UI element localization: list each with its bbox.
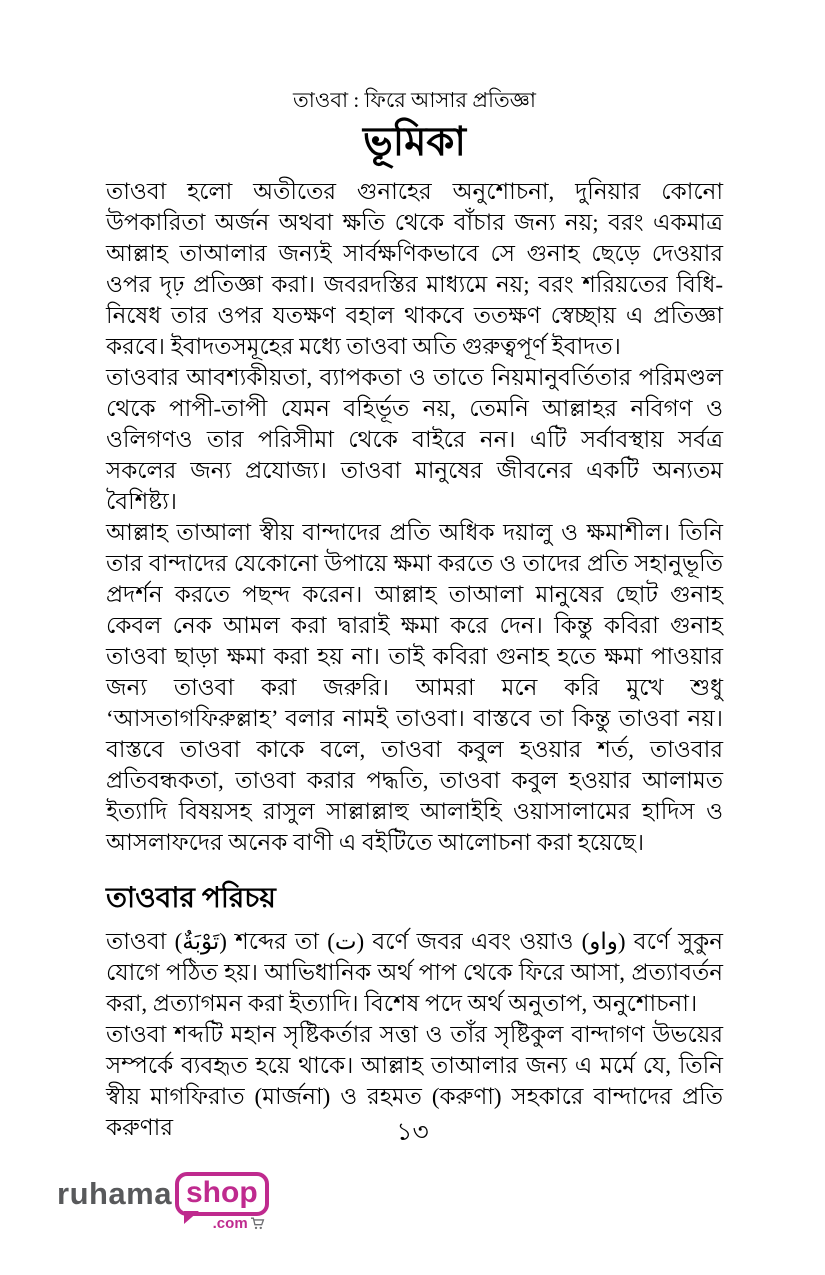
page-content [106, 86, 723, 1143]
section-heading-tawba-porichoy: তাওবার পরিচয় [106, 883, 276, 914]
shopping-cart-icon [250, 1217, 265, 1230]
section-paragraph-2: তাওবা শব্দটি মহান সৃষ্টিকর্তার সত্তা ও তাঁর সৃষ্টিকুল বান্দাগণ উভয়ের সম্পর্কে ব্যবহৃত হয়ে থাকে। আল্লাহ তাআলার জন্য এ মর্মে যে, তিনি স্বীয় মাগফিরাত (মার্জনা) ও রহমত (করুণা) সহকারে বান্দাদের প্রতি করুণার [106, 1022, 723, 1140]
intro-paragraph-1: তাওবা হলো অতীতের গুনাহের অনুশোচনা, দুনিয়ার কোনো উপকারিতা অর্জন অথবা ক্ষতি থেকে বাঁচার জন্য নয়; বরং একমাত্র আল্লাহ তাআলার জন্যই সার্বক্ষণিকভাবে সে গুনাহ ছেড়ে দেওয়ার ওপর দৃঢ় প্রতিজ্ঞা করা। জবরদস্তির মাধ্যমে নয়; বরং শরিয়তের বিধি-নিষেধ তার ওপর যতক্ষণ বহাল থাকবে ততক্ষণ স্বেচ্ছায় এ প্রতিজ্ঞা করবে। ইবাদতসমূহের মধ্যে তাওবা অতি গুরুত্বপূর্ণ ইবাদত। [106, 179, 723, 359]
intro-paragraph-2: তাওবার আবশ্যকীয়তা, ব্যাপকতা ও তাতে নিয়মানুবর্তিতার পরিমণ্ডল থেকে পাপী-তাপী যেমন বহির্ভূত নয়, তেমনি আল্লাহর নবিগণ ও ওলিগণও তার পরিসীমা থেকে বাইরে নন। এটি সর্বাবস্থায় সর্বত্র সকলের জন্য প্রযোজ্য। তাওবা মানুষের জীবনের একটি অন্যতম বৈশিষ্ট্য। [106, 365, 723, 514]
ruhamashop-logo [57, 1172, 269, 1232]
logo-text-ruhama: ruhama [57, 1176, 172, 1211]
running-head: তাওবা : ফিরে আসার প্রতিজ্ঞা [293, 88, 536, 112]
logo-text-shop: shop [185, 1176, 258, 1209]
logo-shop-bubble [175, 1172, 269, 1232]
section-paragraph-1: তাওবা (تَوْبَةٌ) শব্দের তা (ت) বর্ণে জবর এবং ওয়াও (واو) বর্ণে সুকুন যোগে পঠিত হয়। আভিধানিক অর্থ পাপ থেকে ফিরে আসা, প্রত্যাবর্তন করা, প্রত্যাগমন করা ইত্যাদি। বিশেষ পদে অর্থ অনুতাপ, অনুশোচনা। [106, 929, 724, 1016]
page-number: ১৩ [396, 1119, 429, 1146]
logo-text-com [213, 1215, 265, 1232]
logo-domain-text: .com [212, 1215, 248, 1232]
intro-paragraph-3: আল্লাহ তাআলা স্বীয় বান্দাদের প্রতি অধিক দয়ালু ও ক্ষমাশীল। তিনি তার বান্দাদের যেকোনো উপায়ে ক্ষমা করতে ও তাদের প্রতি সহানুভূতি প্রদর্শন করতে পছন্দ করেন। আল্লাহ তাআলা মানুষের ছোট গুনাহ কেবল নেক আমল করা দ্বারাই ক্ষমা করে দেন। কিন্তু কবিরা গুনাহ তাওবা ছাড়া ক্ষমা করা হয় না। তাই কবিরা গুনাহ হতে ক্ষমা পাওয়ার জন্য তাওবা করা জরুরি। আমরা মনে করি মুখে শুধু ‘আসতাগফিরুল্লাহ’ বলার নামই তাওবা। বাস্তবে তা কিন্তু তাওবা নয়। বাস্তবে তাওবা কাকে বলে, তাওবা কবুল হওয়ার শর্ত, তাওবার প্রতিবন্ধকতা, তাওবা করার পদ্ধতি, তাওবা কবুল হওয়ার আলামত ইত্যাদি বিষয়সহ রাসুল সাল্লাল্লাহু আলাইহি ওয়াসালামের হাদিস ও আসলাফদের অনেক বাণী এ বইটিতে আলোচনা করা হয়েছে। [106, 520, 723, 855]
page-title: ভূমিকা [362, 119, 467, 164]
